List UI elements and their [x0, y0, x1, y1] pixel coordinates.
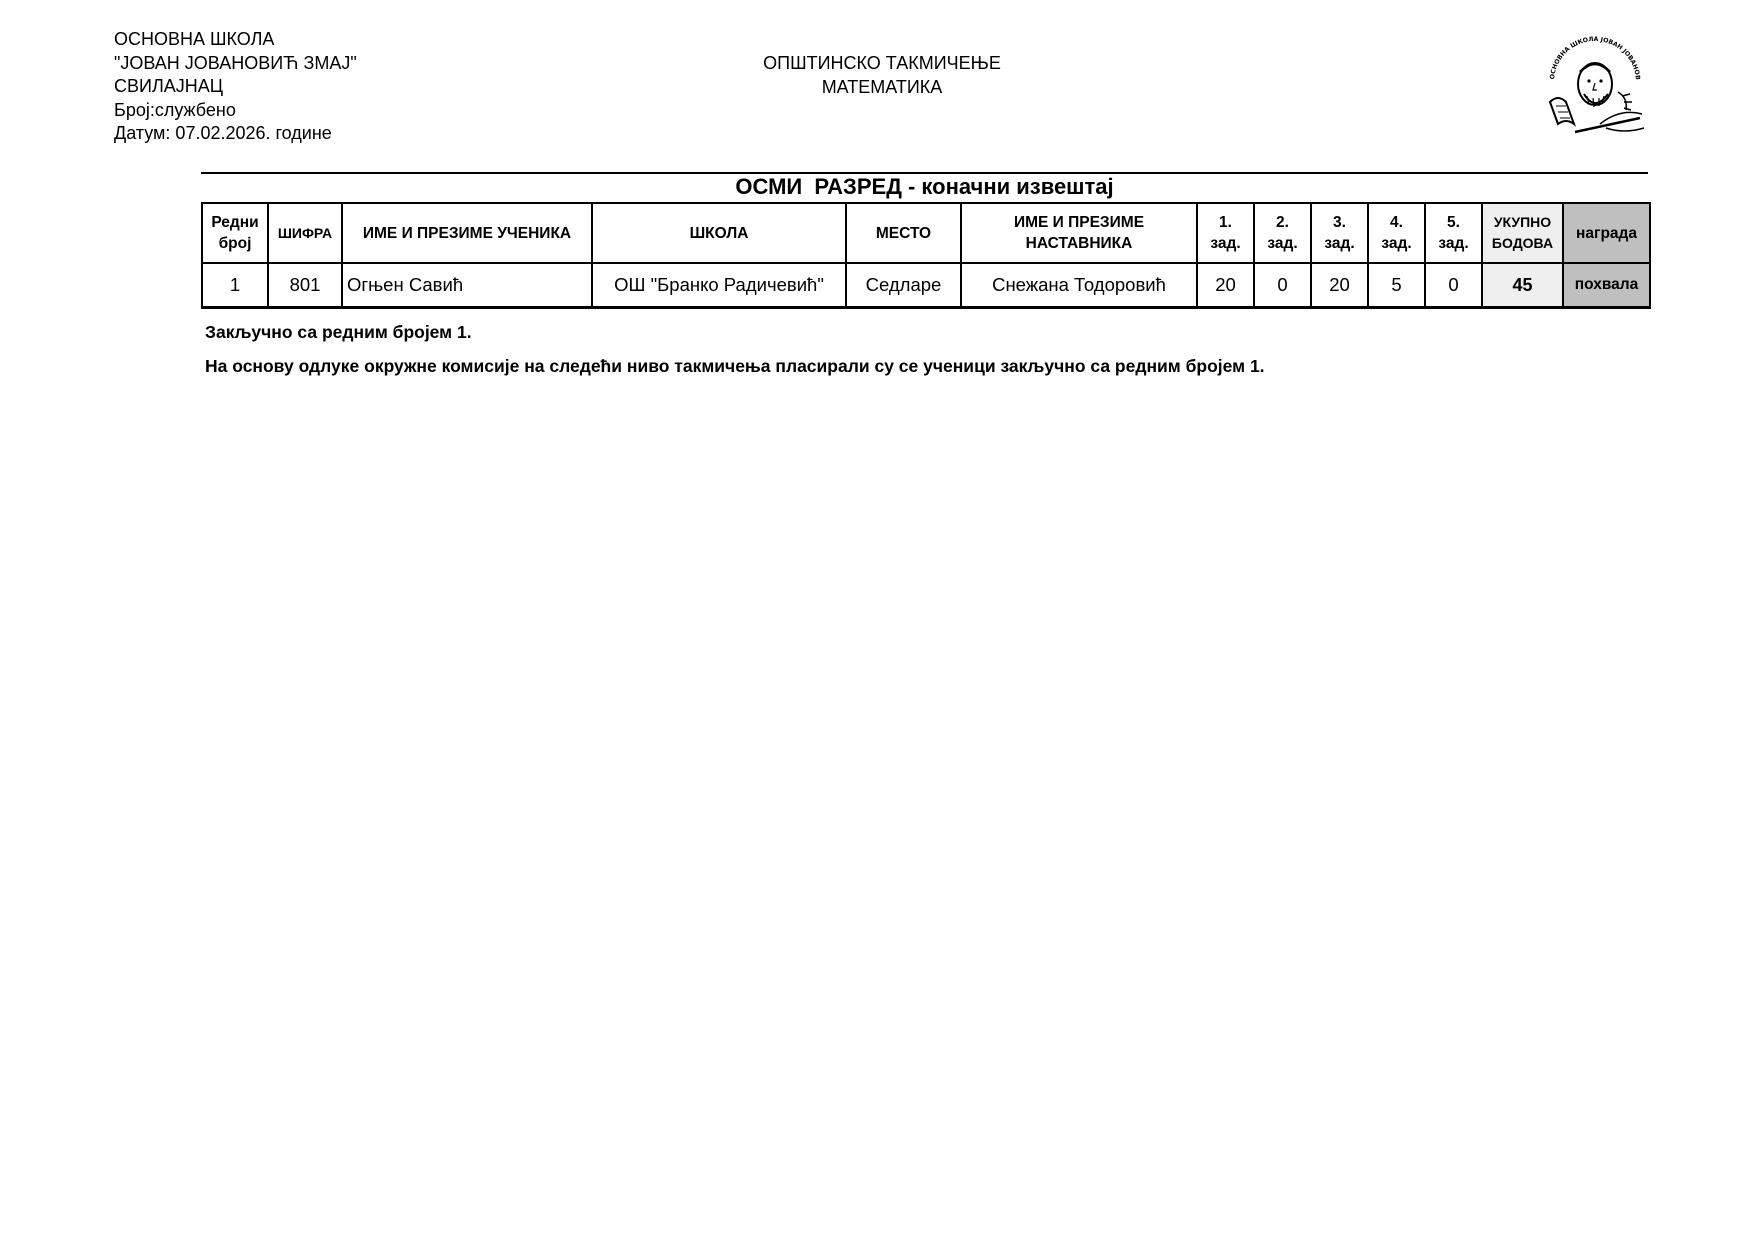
school-seal-portrait-icon — [1540, 32, 1650, 142]
header-total-line1: УКУПНО — [1493, 214, 1552, 230]
cell-student: Огњен Савић — [342, 263, 592, 308]
header-place: МЕСТО — [846, 203, 961, 263]
header-task-4-label: зад. — [1381, 235, 1412, 252]
cell-task-3: 20 — [1311, 263, 1368, 308]
results-table — [201, 202, 1651, 309]
cell-place: Седларе — [846, 263, 961, 308]
school-name: "ЈОВАН ЈОВАНОВИЋ ЗМАЈ" — [114, 52, 357, 73]
cell-task-2: 0 — [1254, 263, 1311, 308]
header-task-4 — [1368, 203, 1425, 263]
qualification-note: На основу одлуке окружне комисије на следећи ниво такмичења пласирали су се ученици закључно са редним бројем 1. — [205, 356, 1265, 376]
cell-total: 45 — [1482, 263, 1563, 308]
cell-teacher: Снежана Тодоровић — [961, 263, 1197, 308]
header-rank — [202, 203, 268, 263]
header-total-line2: БОДОВА — [1491, 235, 1554, 251]
competition-level: ОПШТИНСКО ТАКМИЧЕЊЕ — [763, 53, 1001, 73]
header-task-3-number: 3. — [1333, 214, 1346, 231]
header-task-2-label: зад. — [1267, 235, 1298, 252]
header-teacher-line2: НАСТАВНИКА — [1025, 235, 1133, 252]
seal-text: ОСНОВНА ШКОЛА ЈОВАН ЈОВАНОВ — [1549, 35, 1641, 81]
header-task-2 — [1254, 203, 1311, 263]
cell-task-1: 20 — [1197, 263, 1254, 308]
cell-task-5: 0 — [1425, 263, 1482, 308]
header-student: ИМЕ И ПРЕЗИМЕ УЧЕНИКА — [342, 203, 592, 263]
header-task-3-label: зад. — [1324, 235, 1355, 252]
competition-subject: МАТЕМАТИКА — [821, 76, 943, 97]
document-number: Број:службено — [114, 99, 236, 120]
header-total — [1482, 203, 1563, 263]
table-row — [202, 263, 1650, 308]
cell-award: похвала — [1563, 263, 1650, 308]
header-rank-line2: број — [218, 235, 252, 252]
header-award: награда — [1563, 203, 1650, 263]
school-type: ОСНОВНА ШКОЛА — [114, 29, 275, 49]
cell-school: ОШ "Бранко Радичевић" — [592, 263, 846, 308]
document-date: Датум: 07.02.2026. године — [114, 123, 332, 143]
closing-note: Закључно са редним бројем 1. — [205, 322, 472, 342]
header-task-3 — [1311, 203, 1368, 263]
svg-text:ОСНОВНА ШКОЛА ЈОВАН ЈОВАНОВИЋ — [1540, 32, 1641, 80]
header-task-4-number: 4. — [1390, 214, 1403, 231]
school-info — [114, 28, 357, 146]
cell-rank: 1 — [202, 263, 268, 308]
header-code: ШИФРА — [268, 203, 342, 263]
school-town: СВИЛАЈНАЦ — [114, 76, 224, 96]
header-task-1 — [1197, 203, 1254, 263]
header-task-2-number: 2. — [1276, 214, 1289, 231]
header-teacher-line1: ИМЕ И ПРЕЗИМЕ — [1013, 214, 1145, 231]
table-header-row — [202, 203, 1650, 263]
header-task-5-number: 5. — [1447, 214, 1460, 231]
header-task-1-number: 1. — [1219, 214, 1232, 231]
header-task-1-label: зад. — [1210, 235, 1241, 252]
competition-info — [682, 52, 1082, 99]
header-task-5 — [1425, 203, 1482, 263]
header-rank-line1: Редни — [211, 214, 259, 231]
report-title: ОСМИ РАЗРЕД - коначни извештај — [735, 174, 1114, 199]
cell-task-4: 5 — [1368, 263, 1425, 308]
cell-code: 801 — [268, 263, 342, 308]
header-teacher — [961, 203, 1197, 263]
header-task-5-label: зад. — [1438, 235, 1469, 252]
header-school: ШКОЛА — [592, 203, 846, 263]
